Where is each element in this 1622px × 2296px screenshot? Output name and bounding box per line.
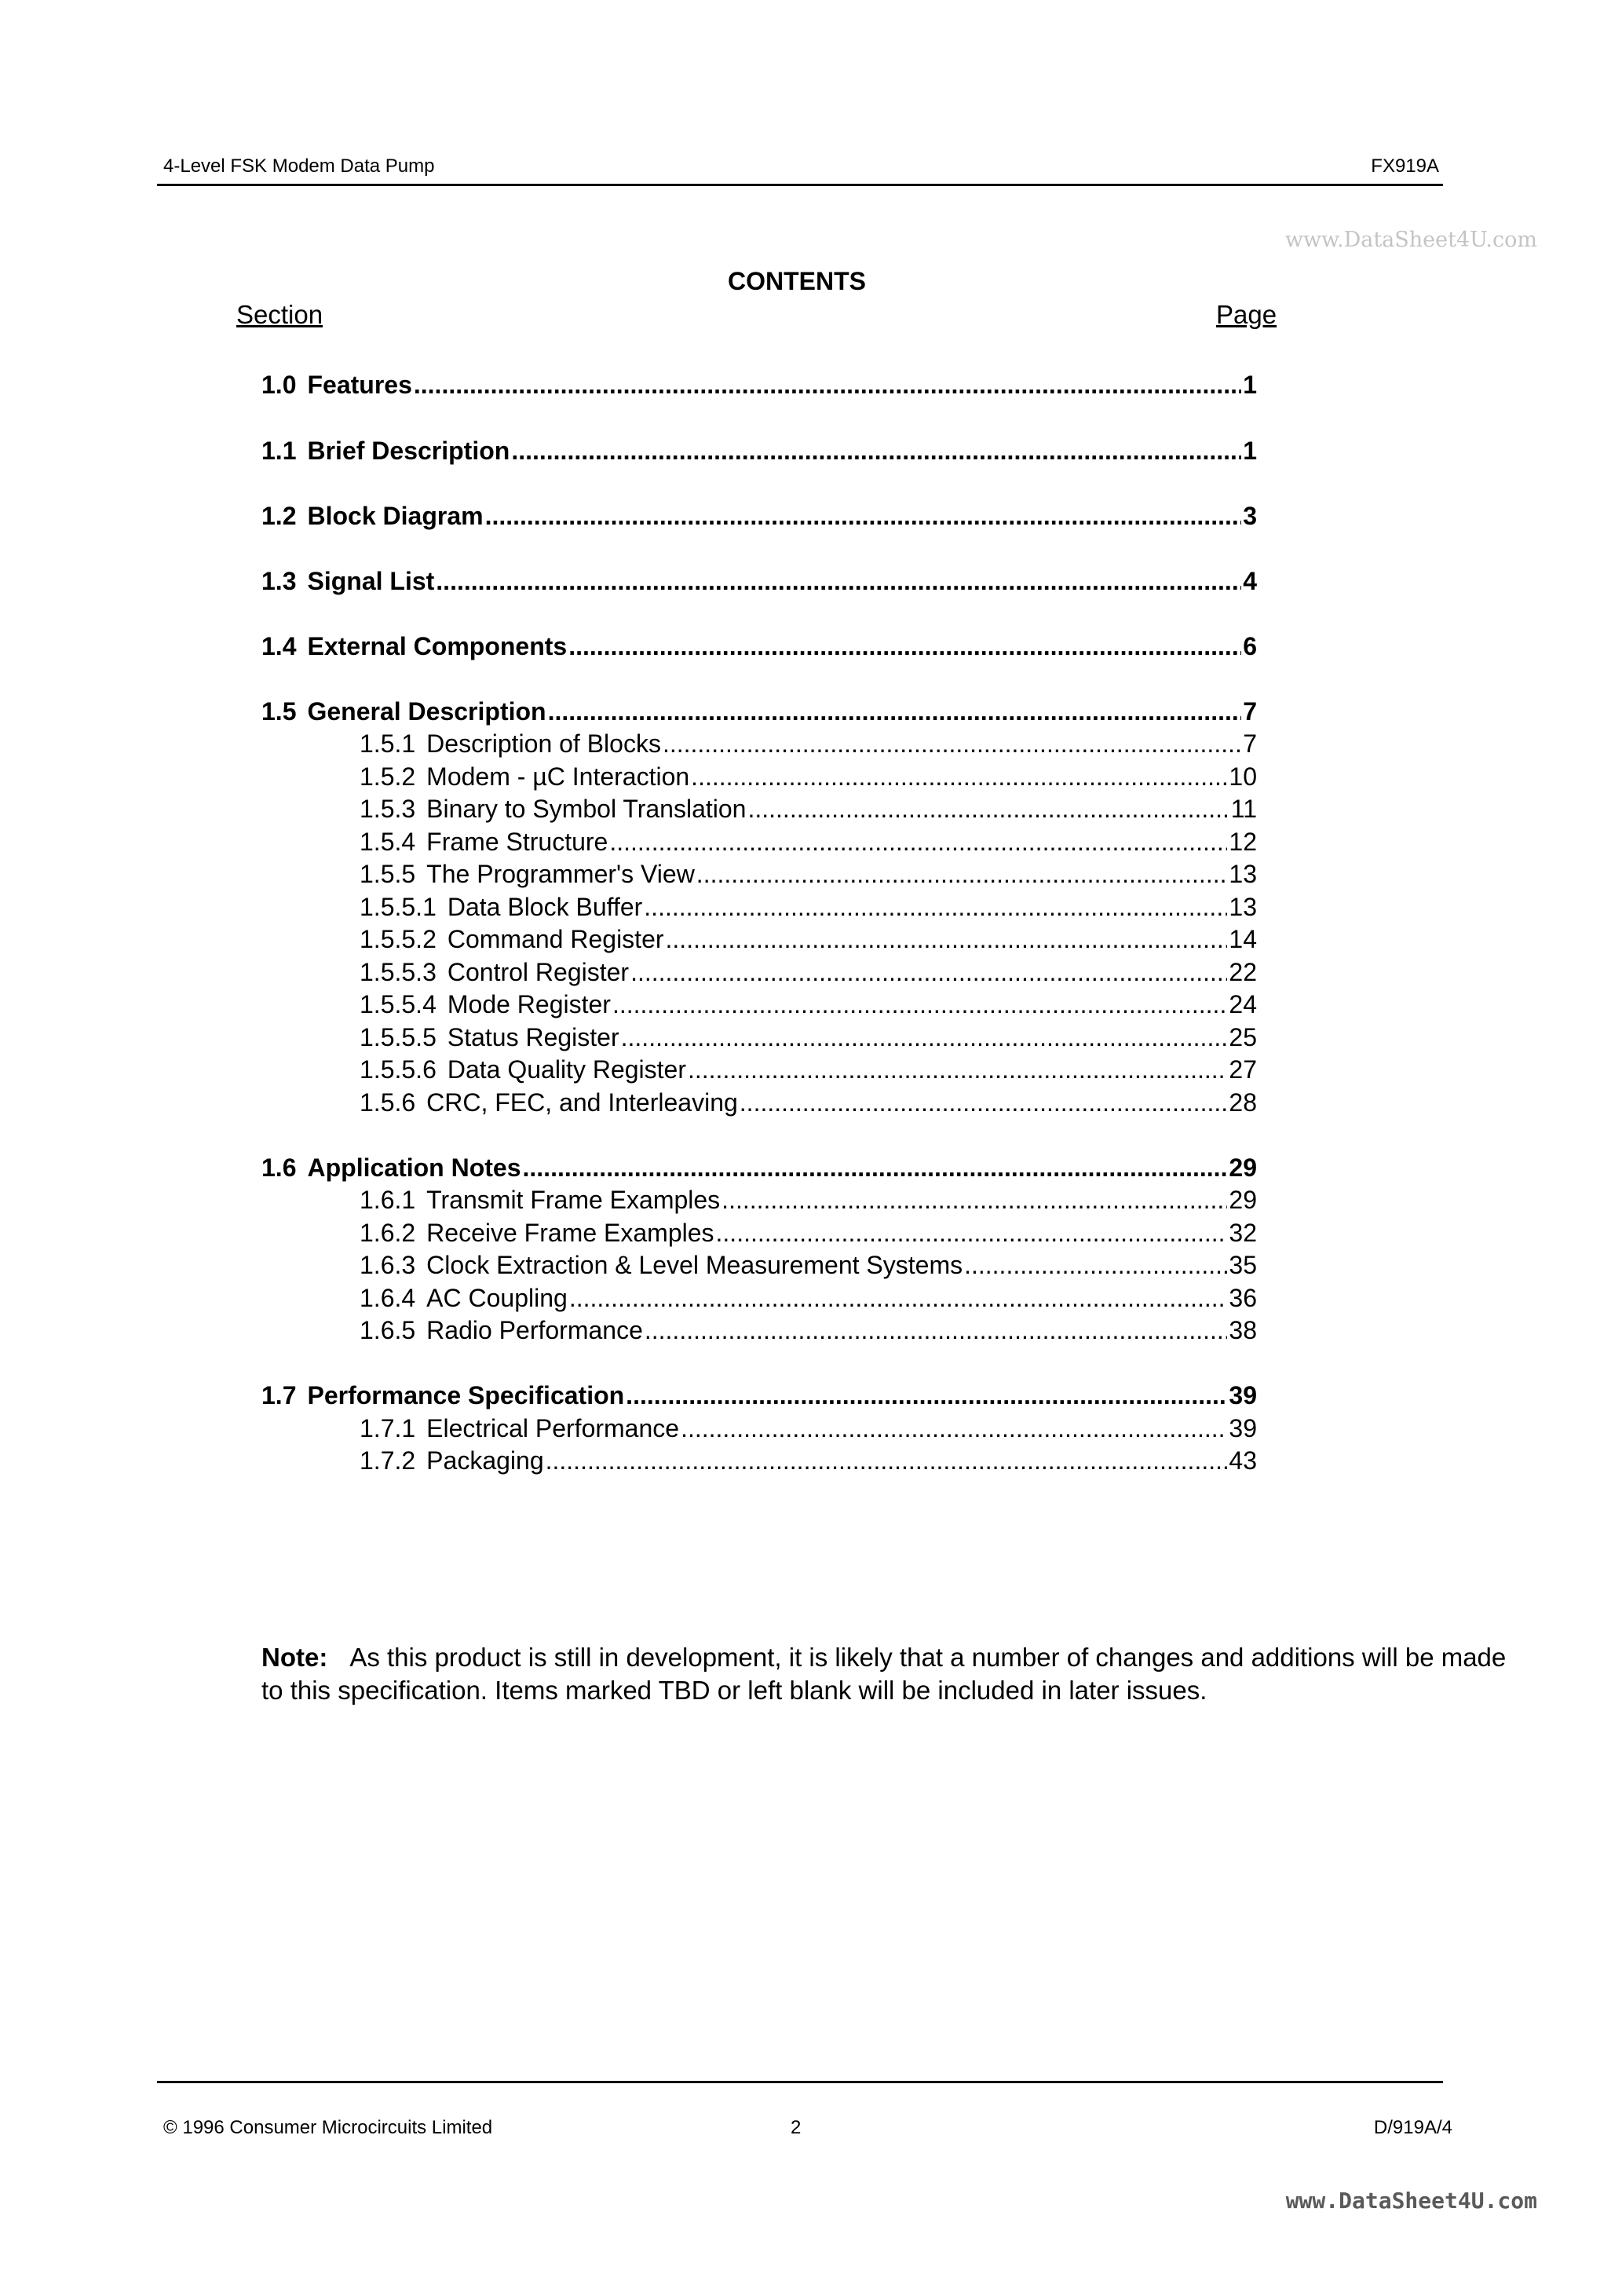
footer-page-number: 2 <box>791 2117 802 2138</box>
toc-entry <box>360 1249 1257 1281</box>
toc-entry <box>261 435 1257 466</box>
toc-entry <box>261 1152 1257 1183</box>
toc-leader-dots <box>546 1445 1228 1476</box>
toc-entry-number: 1.5.3 <box>360 795 416 823</box>
toc-entry-page: 1 <box>1243 437 1257 465</box>
toc-entry-page: 36 <box>1229 1284 1257 1312</box>
note-text: As this product is still in development, it is likely that a number of changes and additions will be made to this specification. Items marked TBD or left blank will be included in later issues. <box>261 1643 1507 1705</box>
toc-entry-page: 7 <box>1243 729 1257 758</box>
toc-entry <box>360 923 1257 955</box>
toc-entry-label: Electrical Performance <box>426 1414 680 1442</box>
toc-entry-number: 1.4 <box>261 632 297 660</box>
toc-entry-page: 3 <box>1243 502 1257 530</box>
header-title: 4-Level FSK Modem Data Pump <box>163 155 435 177</box>
note-label: Note: <box>261 1643 328 1672</box>
toc-leader-dots <box>663 728 1241 759</box>
toc-entry <box>261 631 1257 662</box>
toc-entry <box>360 858 1257 890</box>
toc-entry-page: 39 <box>1229 1414 1257 1442</box>
toc-entry <box>360 891 1257 923</box>
toc-leader-dots <box>523 1152 1228 1183</box>
footer-doc-ref: D/919A/4 <box>1373 2117 1452 2138</box>
toc-entry-label: Data Quality Register <box>447 1055 686 1084</box>
toc-entry-label: General Description <box>307 697 546 726</box>
toc-entry-number: 1.2 <box>261 502 297 530</box>
toc-entry-page: 1 <box>1243 371 1257 399</box>
toc-entry-label: Binary to Symbol Translation <box>426 795 747 823</box>
toc-leader-dots <box>747 793 1229 824</box>
toc-entry <box>360 1314 1257 1346</box>
toc-entry-number: 1.6.4 <box>360 1284 416 1312</box>
watermark-top: www.DataSheet4U.com <box>1284 228 1537 252</box>
footer-rule <box>157 2081 1443 2083</box>
toc-entry <box>360 1217 1257 1249</box>
header-part-number: FX919A <box>1371 155 1439 177</box>
toc-entry <box>360 728 1257 759</box>
footer-copyright: © 1996 Consumer Microcircuits Limited <box>163 2117 493 2138</box>
toc-entry-number: 1.6.5 <box>360 1316 416 1344</box>
toc-entry-page: 13 <box>1229 860 1257 888</box>
toc-leader-dots <box>691 761 1227 792</box>
toc-entry-page: 43 <box>1229 1446 1257 1475</box>
toc-entry-number: 1.6.1 <box>360 1186 416 1214</box>
toc-entry-label: External Components <box>307 632 568 660</box>
toc-entry-label: Frame Structure <box>426 828 608 856</box>
toc-entry-number: 1.7.1 <box>360 1414 416 1442</box>
toc-entry-label: CRC, FEC, and Interleaving <box>426 1088 738 1117</box>
toc-entry-label: Block Diagram <box>307 502 484 530</box>
toc-entry-number: 1.5.5.4 <box>360 990 437 1018</box>
toc-entry-page: 24 <box>1229 990 1257 1018</box>
toc-entry-page: 25 <box>1229 1023 1257 1051</box>
toc-leader-dots <box>644 891 1227 923</box>
toc-entry-label: Features <box>307 371 412 399</box>
toc-entry-number: 1.7 <box>261 1381 297 1409</box>
toc-entry-number: 1.1 <box>261 437 297 465</box>
toc-entry <box>360 956 1257 988</box>
watermark-bottom: www.DataSheet4U.com <box>1285 2188 1537 2214</box>
toc-entry-page: 38 <box>1229 1316 1257 1344</box>
toc-entry <box>261 369 1257 400</box>
toc-entry-label: AC Coupling <box>426 1284 568 1312</box>
section-column-header: Section <box>236 300 323 329</box>
toc-entry <box>261 696 1257 727</box>
toc-leader-dots <box>645 1314 1228 1346</box>
toc-entry-label: Data Block Buffer <box>447 893 643 921</box>
toc-entry-label: Receive Frame Examples <box>426 1219 714 1247</box>
toc-entry-label: Clock Extraction & Level Measurement Systems <box>426 1251 963 1279</box>
toc-entry <box>360 1413 1257 1444</box>
toc-entry-label: Description of Blocks <box>426 729 661 758</box>
toc-leader-dots <box>414 369 1241 400</box>
toc-entry-number: 1.0 <box>261 371 297 399</box>
toc-entry-label: The Programmer's View <box>426 860 695 888</box>
toc-entry-page: 14 <box>1229 925 1257 953</box>
toc-entry-number: 1.6.3 <box>360 1251 416 1279</box>
toc-leader-dots <box>964 1249 1227 1281</box>
note <box>261 1641 1510 1707</box>
toc-entry-label: Mode Register <box>447 990 611 1018</box>
toc-entry-label: Command Register <box>447 925 664 953</box>
toc-entry-number: 1.5.5.2 <box>360 925 437 953</box>
toc-leader-dots <box>621 1022 1228 1053</box>
toc-entry-number: 1.6 <box>261 1153 297 1182</box>
toc-entry-label: Control Register <box>447 958 630 986</box>
toc-entry <box>360 1087 1257 1118</box>
toc-entry-number: 1.5.5.6 <box>360 1055 437 1084</box>
toc-entry-page: 12 <box>1229 828 1257 856</box>
toc-entry-page: 10 <box>1229 762 1257 791</box>
toc-entry-page: 39 <box>1229 1381 1257 1409</box>
toc-entry-number: 1.5.2 <box>360 762 416 791</box>
toc-entry-number: 1.3 <box>261 567 297 595</box>
toc-entry-page: 27 <box>1229 1055 1257 1084</box>
toc-entry <box>261 500 1257 532</box>
toc-leader-dots <box>511 435 1241 466</box>
toc-leader-dots <box>612 989 1227 1020</box>
toc-entry-number: 1.5.1 <box>360 729 416 758</box>
toc-entry <box>360 1022 1257 1053</box>
contents-title: CONTENTS <box>728 267 866 295</box>
toc-entry-number: 1.5.5.3 <box>360 958 437 986</box>
toc-entry-page: 28 <box>1229 1088 1257 1117</box>
toc-entry-number: 1.5.5.1 <box>360 893 437 921</box>
toc-entry-number: 1.5.6 <box>360 1088 416 1117</box>
toc-leader-dots <box>630 956 1227 988</box>
toc-entry-page: 29 <box>1229 1186 1257 1214</box>
toc-leader-dots <box>548 696 1242 727</box>
toc-entry-label: Application Notes <box>307 1153 521 1182</box>
toc-entry-page: 11 <box>1230 795 1257 823</box>
toc-leader-dots <box>568 631 1241 662</box>
toc-entry <box>360 1282 1257 1314</box>
toc-entry-page: 29 <box>1229 1153 1257 1182</box>
toc-entry <box>261 1380 1257 1411</box>
toc-entry-page: 7 <box>1243 697 1257 726</box>
toc-entry-label: Modem - µC Interaction <box>426 762 690 791</box>
toc-entry-number: 1.5.4 <box>360 828 416 856</box>
toc-entry <box>360 1184 1257 1216</box>
toc-leader-dots <box>609 826 1227 857</box>
toc-entry-page: 4 <box>1243 567 1257 595</box>
toc-entry-label: Performance Specification <box>307 1381 625 1409</box>
toc-entry <box>360 761 1257 792</box>
toc-entry-page: 22 <box>1229 958 1257 986</box>
toc-entry-page: 6 <box>1243 632 1257 660</box>
toc-leader-dots <box>716 1217 1228 1249</box>
toc-entry-number: 1.6.2 <box>360 1219 416 1247</box>
toc-entry-label: Brief Description <box>307 437 510 465</box>
toc-entry-page: 32 <box>1229 1219 1257 1247</box>
toc-entry-number: 1.7.2 <box>360 1446 416 1475</box>
toc-leader-dots <box>688 1054 1227 1085</box>
toc-entry-label: Status Register <box>447 1023 619 1051</box>
toc-entry-label: Radio Performance <box>426 1316 643 1344</box>
toc-entry-number: 1.5 <box>261 697 297 726</box>
toc-entry <box>360 989 1257 1020</box>
toc-leader-dots <box>485 500 1242 532</box>
toc-entry <box>360 1054 1257 1085</box>
toc-entry-label: Transmit Frame Examples <box>426 1186 721 1214</box>
toc-leader-dots <box>666 923 1228 955</box>
toc-entry <box>360 826 1257 857</box>
page-column-header: Page <box>1216 300 1277 329</box>
toc-entry-label: Signal List <box>307 567 435 595</box>
toc-entry <box>360 793 1257 824</box>
toc-leader-dots <box>569 1282 1228 1314</box>
toc-entry-number: 1.5.5.5 <box>360 1023 437 1051</box>
toc-leader-dots <box>740 1087 1228 1118</box>
toc-leader-dots <box>721 1184 1227 1216</box>
toc-entry-number: 1.5.5 <box>360 860 416 888</box>
toc-leader-dots <box>681 1413 1227 1444</box>
toc-leader-dots <box>436 565 1241 597</box>
toc-entry <box>261 565 1257 597</box>
toc-entry <box>360 1445 1257 1476</box>
toc-leader-dots <box>626 1380 1227 1411</box>
toc-entry-page: 13 <box>1229 893 1257 921</box>
toc-leader-dots <box>696 858 1228 890</box>
toc-entry-label: Packaging <box>426 1446 544 1475</box>
toc-entry-page: 35 <box>1229 1251 1257 1279</box>
